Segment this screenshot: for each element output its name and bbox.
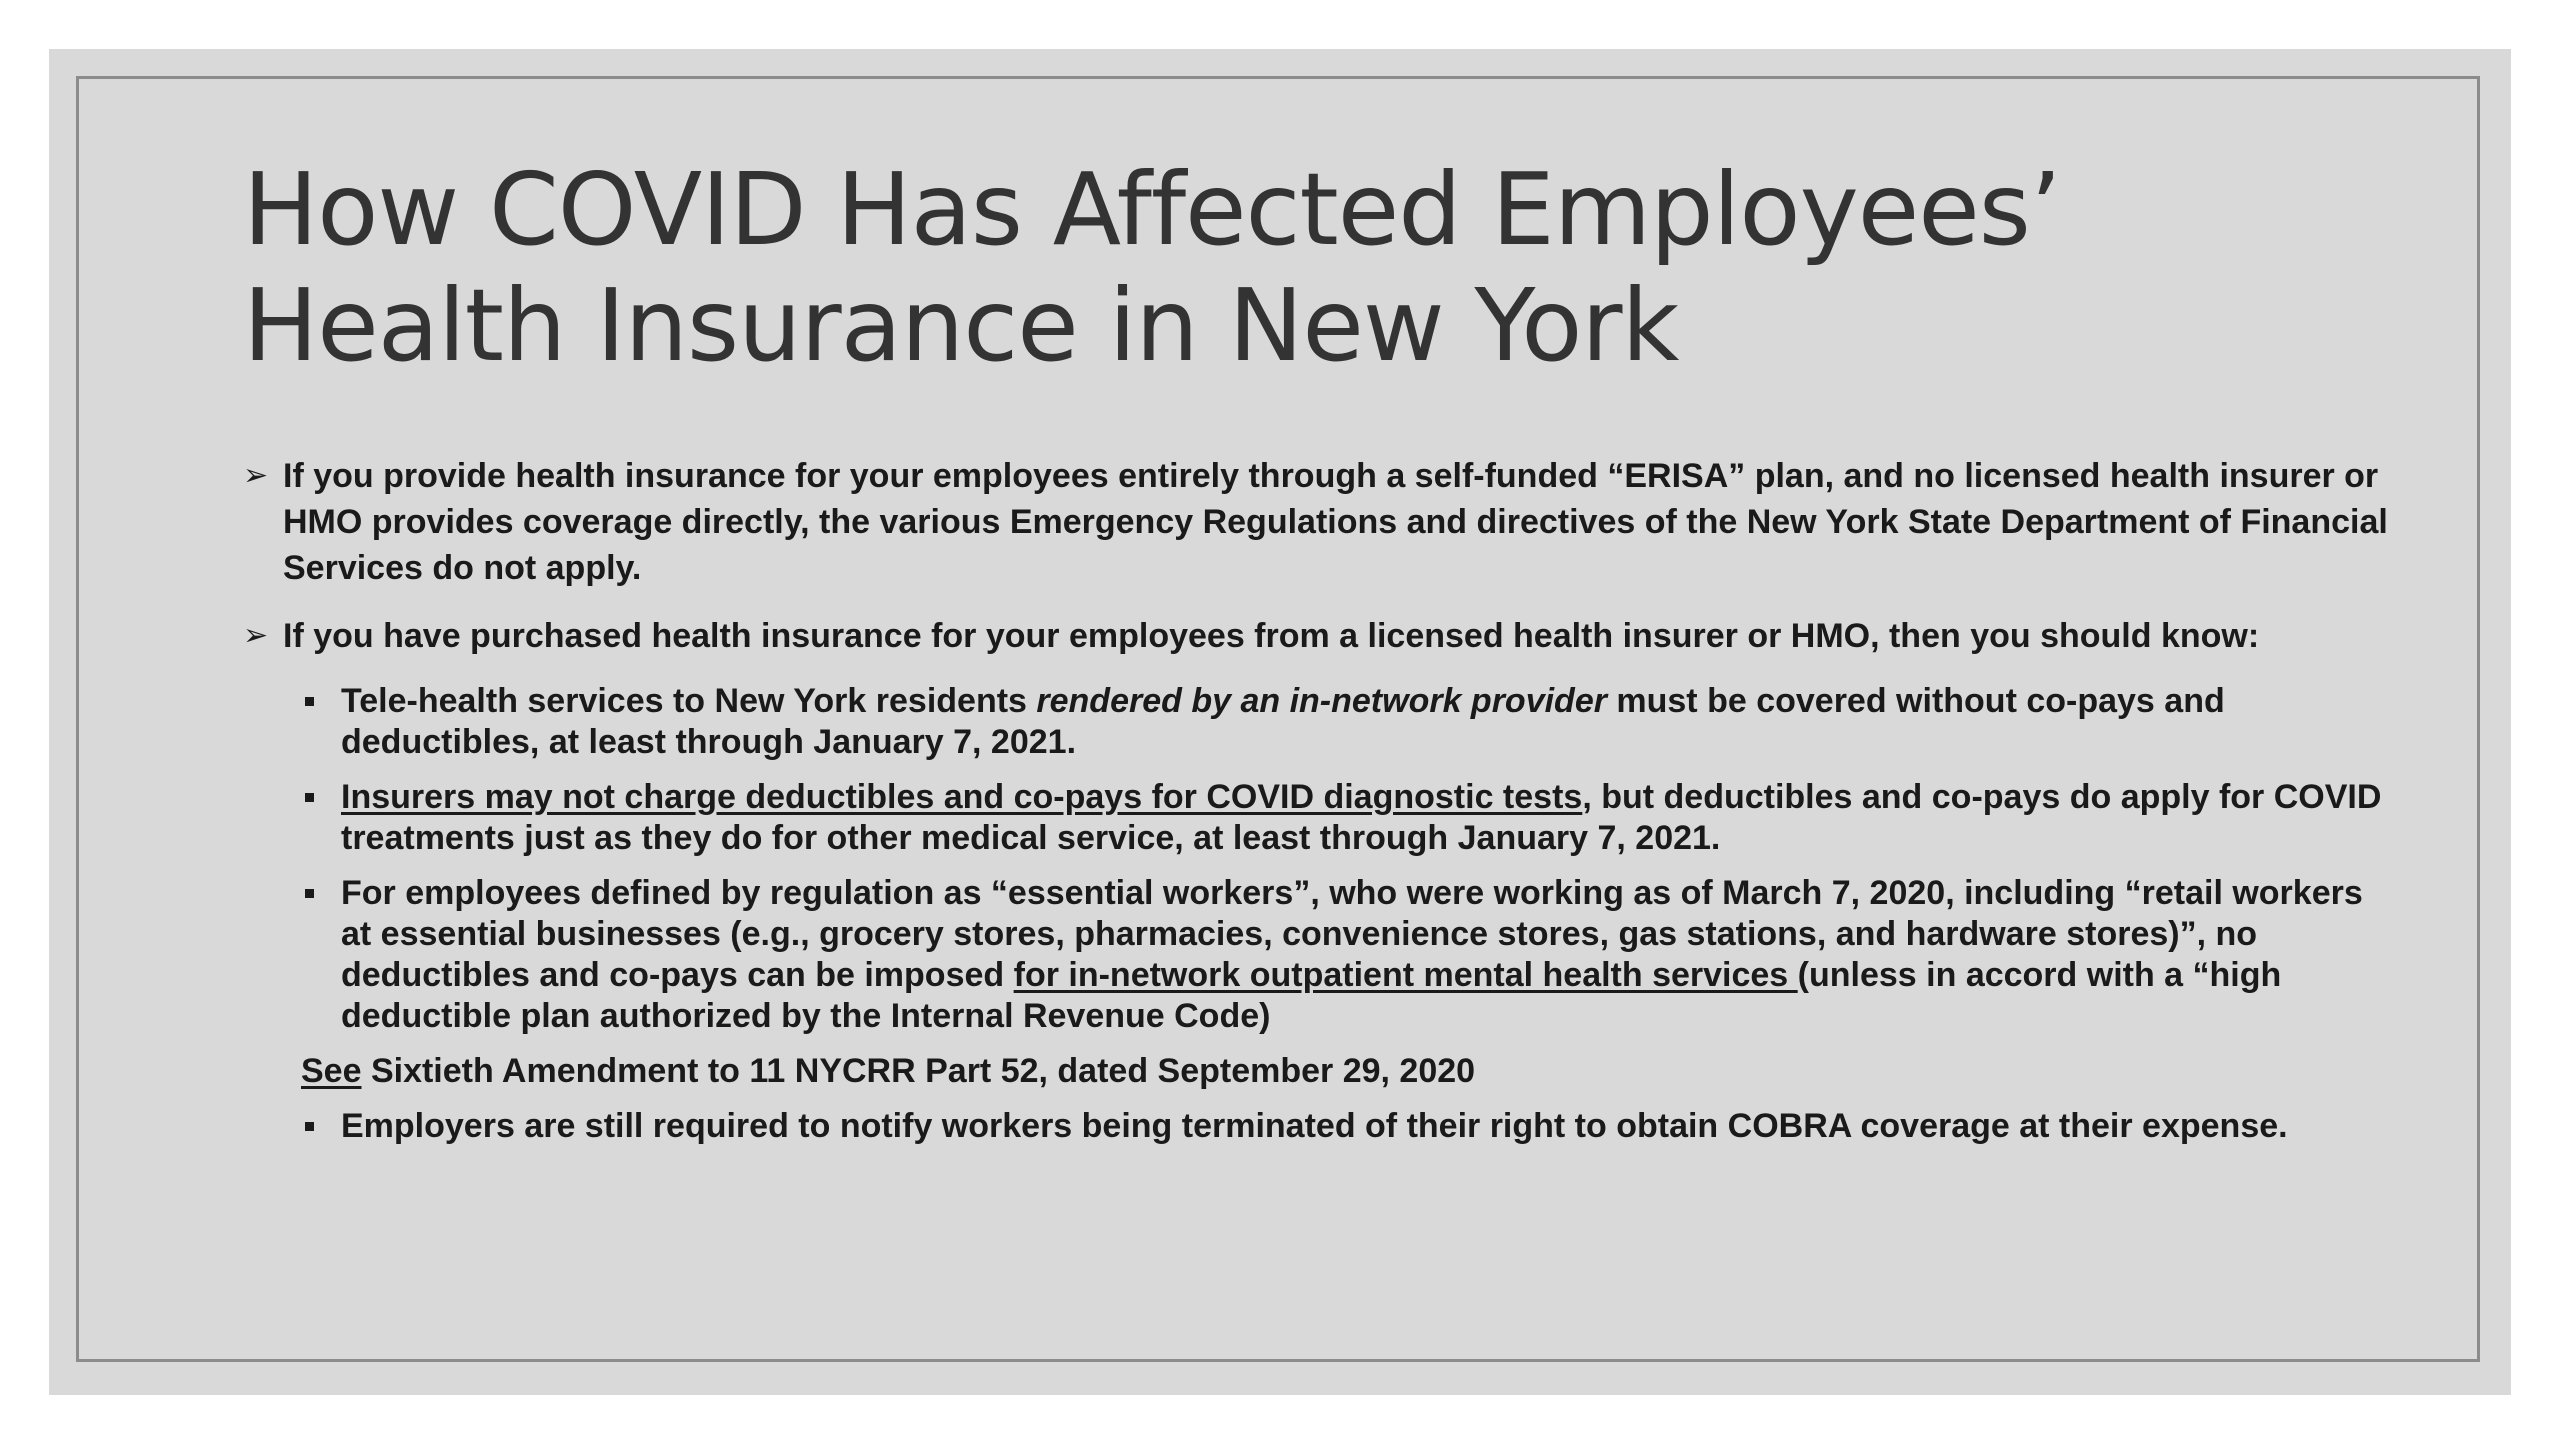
sub-bullet-telehealth [243, 681, 2393, 763]
bullet-licensed-insurer [243, 613, 2393, 659]
cobra-text: Employers are still required to notify workers being terminated of their right to obtain COBRA coverage at their expense. [341, 1107, 2288, 1145]
title-line-1: How COVID Has Affected Employees’ [243, 151, 2061, 268]
bullet-erisa [243, 453, 2393, 591]
square-bullet-icon [305, 1122, 314, 1131]
square-bullet-icon [305, 697, 314, 706]
bullet-erisa-text: If you provide health insurance for your employees entirely through a self-funded “ERISA” plan, and no licensed health insurer or HMO provides coverage directly, the various Emergency Regulations and directives of the New York State Department of Financial Services do not apply. [283, 457, 2388, 587]
diagnostic-text-post: , but deductibles and co-pays do apply for COVID treatments just as they do for other medical service, at least through January 7, 2021. [341, 778, 2382, 857]
slide [49, 49, 2511, 1395]
diagnostic-text-underlined: Insurers may not charge deductibles and co-pays for COVID diagnostic tests [341, 778, 1583, 816]
slide-content [243, 453, 2393, 1161]
arrow-bullet-icon: ➢ [243, 459, 269, 492]
essential-text-pre: For employees defined by regulation as “essential workers”, who were working as of March 7, 2020, including “retail workers at essential businesses (e.g., grocery stores, pharmacies, convenience stores, gas stations, and hardware stores)”, no deductibles and co-pays can be imposed [341, 874, 2363, 994]
square-bullet-icon [305, 793, 314, 802]
telehealth-text-post: must be covered without co-pays and deductibles, at least through January 7, 2021. [341, 682, 2225, 761]
citation [243, 1051, 2393, 1092]
telehealth-text-pre: Tele-health services to New York residents [341, 682, 1037, 720]
title-line-2: Health Insurance in New York [243, 267, 1679, 384]
citation-see: See [301, 1052, 362, 1090]
square-bullet-icon [305, 889, 314, 898]
citation-text: Sixtieth Amendment to 11 NYCRR Part 52, dated September 29, 2020 [361, 1052, 1476, 1090]
telehealth-text-italic: rendered by an in-network provider [1036, 682, 1607, 720]
essential-text-underlined: for in-network outpatient mental health services [1013, 956, 1798, 994]
essential-text-post: (unless in accord with a “high deductible plan authorized by the Internal Revenue Code) [341, 956, 2282, 1035]
sub-bullet-diagnostic [243, 777, 2393, 859]
sub-bullet-essential-workers [243, 873, 2393, 1037]
bullet-licensed-insurer-text: If you have purchased health insurance for your employees from a licensed health insurer or HMO, then you should know: [283, 617, 2260, 655]
arrow-bullet-icon: ➢ [243, 619, 269, 652]
slide-title [243, 152, 2393, 384]
sub-bullet-cobra [243, 1106, 2393, 1147]
